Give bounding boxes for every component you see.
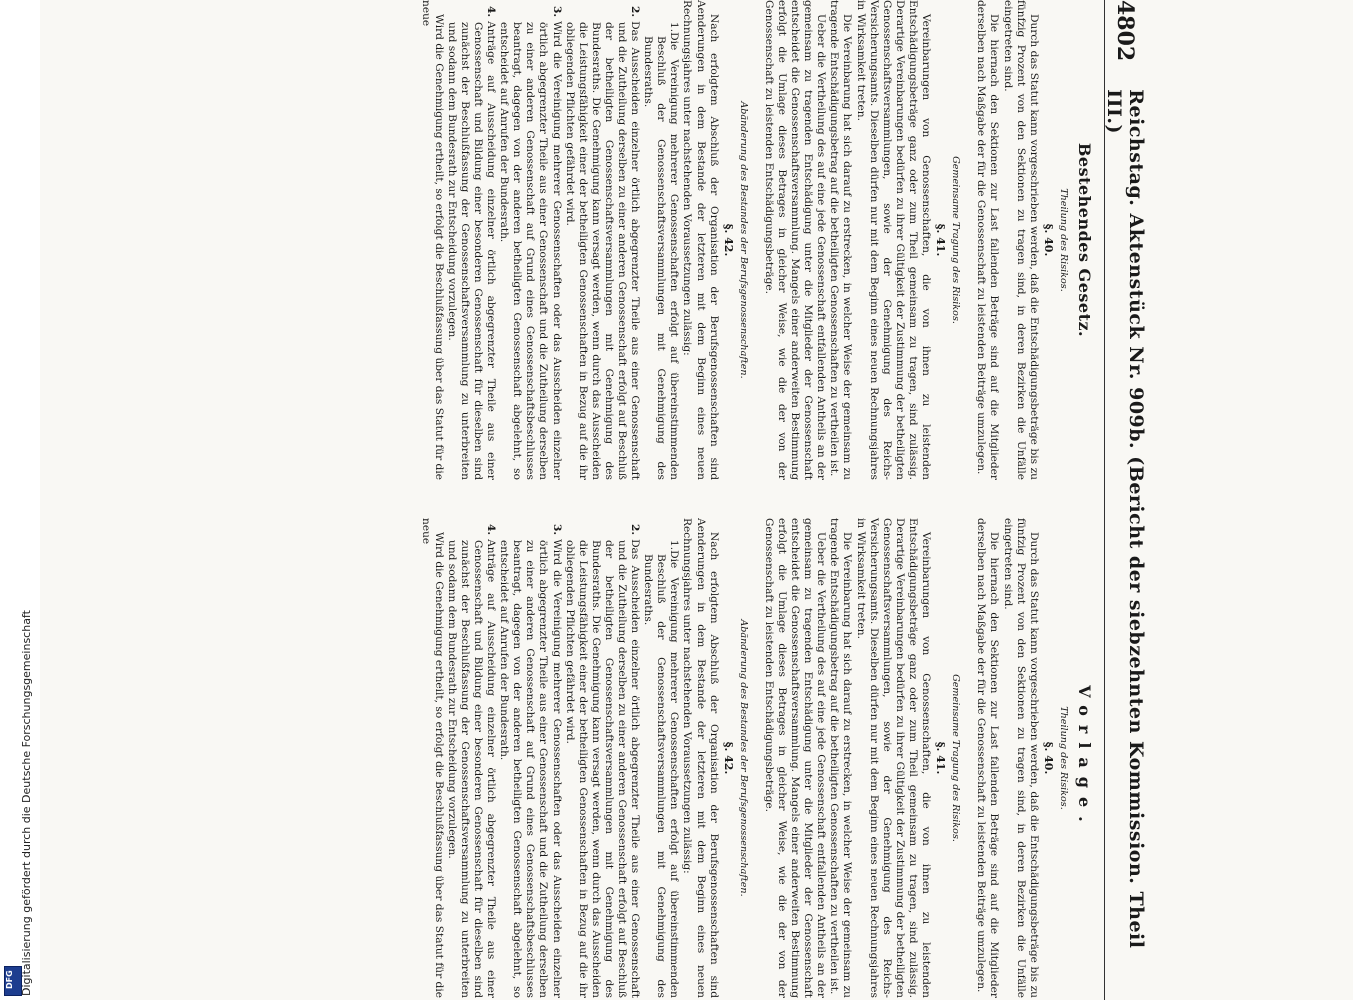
section-41-paragraph-2: Die Vereinbarung hat sich darauf zu erstrecken, in welcher Weise der gemeinsam zu tragende Entschädigungsbetrag auf die betheiligten Genossenschaften zu vertheilen ist. xyxy=(828,0,854,480)
section-40-paragraph-2: Die hiernach den Sektionen zur Last fallenden Beträge sind auf die Mitglieder derselben nach Maßgabe der für die Genossenschaft zu leistenden Beiträge umzulegen. xyxy=(975,0,1001,480)
section-42-number: §. 42. xyxy=(721,741,735,775)
section-42-item-4: 4.Anträge auf Ausscheidung einzelner örtlich abgegrenzter Theile aus einer Genossenschaft und Bildung einer besonderen Genossenschaft für dieselben sind zunächst der Beschlußfassung der Genossenschaftsversammlung zu unterbreiten und sodann dem Bundesrath zur Entscheidung vorzulegen. xyxy=(445,524,498,998)
subheading-risk-division: Theilung des Risikos. xyxy=(1057,188,1069,292)
document-page xyxy=(85,0,1145,1000)
section-41-paragraph-1: Vereinbarungen von Genossenschaften, die von ihnen zu leistenden Entschädigungsbeträge ganz oder zum Theil gemeinsam zu tragen, sind zulässig. Derartige Vereinbarungen bedürfen zu ihrer Gültigkeit der Zustimmung der betheiligten Genossenschaftsversammlungen, sowie der Genehmigung des Reichs-Versicherungsamts. Dieselben dürfen nur mit dem Beginn eines neuen Rechnungsjahres in Wirksamkeit treten. xyxy=(854,518,933,998)
column-existing-law xyxy=(419,0,1092,480)
section-40-paragraph-1: Durch das Statut kann vorgeschrieben werden, daß die Entschädigungsbeträge bis zu fünfzig Prozent von den Sektionen zu tragen sind, in deren Bezirken die Unfälle eingetreten sind. xyxy=(1001,518,1040,998)
digitization-credit: Digitalisierung gefördert durch die Deutsche Forschungsgemeinschaft xyxy=(20,610,33,996)
section-42-item-1: 1.Die Vereinigung mehrerer Genossenschaften erfolgt auf übereinstimmenden Beschluß der Genossenschaftsversammlungen mit Genehmigung des Bundesraths. xyxy=(642,22,681,480)
page-header xyxy=(1104,0,1145,1000)
section-42-item-2: 2.Das Ausscheiden einzelner örtlich abgegrenzter Theile aus einer Genossenschaft und die Zutheilung derselben zu einer anderen Genossenschaft erfolgt auf Beschluß der betheiligten Genossenschaftsversammlungen mit Genehmigung des Bundesraths. Die Genehmigung kann versagt werden, wenn durch das Ausscheiden die Leistungsfähigkeit einer der betheiligten Genossenschaften in Bezug auf die ihr obliegenden Pflichten gefährdet wird. xyxy=(563,524,642,998)
section-42-item-4: 4.Anträge auf Ausscheidung einzelner örtlich abgegrenzter Theile aus einer Genossenschaft und Bildung einer besonderen Genossenschaft für dieselben sind zunächst der Beschlußfassung der Genossenschaftsversammlung zu unterbreiten und sodann dem Bundesrath zur Entscheidung vorzulegen. xyxy=(445,6,498,480)
section-41-paragraph-3: Ueber die Vertheilung des auf eine jede Genossenschaft entfallenden Antheils an der gemeinsam zu tragenden Entschädigung unter die Mitglieder der Genossenschaft entscheidet die Genossenschaftsversammlung. Mangels einer anderweiten Bestimmung erfolgt die Umlage dieses Betrages in gleicher Weise, wie die der von der Genossenschaft zu leistenden Entschädigungsbeträge. xyxy=(762,518,828,998)
section-42-item-2: 2.Das Ausscheiden einzelner örtlich abgegrenzter Theile aus einer Genossenschaft und die Zutheilung derselben zu einer anderen Genossenschaft erfolgt auf Beschluß der betheiligten Genossenschaftsversammlungen mit Genehmigung des Bundesraths. Die Genehmigung kann versagt werden, wenn durch das Ausscheiden die Leistungsfähigkeit einer der betheiligten Genossenschaften in Bezug auf die ihr obliegenden Pflichten gefährdet wird. xyxy=(563,6,642,480)
section-42-item-3: 3.Wird die Vereinigung mehrerer Genossenschaften oder das Ausscheiden einzelner örtlich abgegrenzter Theile aus einer Genossenschaft und die Zutheilung derselben zu einer anderen Genossenschaft auf Grund eines Genossenschaftsbeschlusses beantragt, dagegen von der anderen betheiligten Genossenschaft abgelehnt, so entscheidet auf Anrufen der Bundesrath. xyxy=(498,6,563,480)
section-42-item-1: 1.Die Vereinigung mehrerer Genossenschaften erfolgt auf übereinstimmenden Beschluß der Genossenschaftsversammlungen mit Genehmigung des Bundesraths. xyxy=(642,540,681,998)
section-41-number: §. 41. xyxy=(934,741,948,775)
page-title: Reichstag. Aktenstück Nr. 909b. (Bericht der siebzehnten Kommission. Theil III.) xyxy=(1103,89,1147,949)
section-40-number: §. 40. xyxy=(1041,223,1055,257)
subheading-membership-change: Abänderung des Bestandes der Berufsgenossenschaften. xyxy=(737,101,749,379)
section-40-paragraph-1: Durch das Statut kann vorgeschrieben werden, daß die Entschädigungsbeträge bis zu fünfzig Prozent von den Sektionen zu tragen sind, in deren Bezirken die Unfälle eingetreten sind. xyxy=(1001,0,1040,480)
subheading-membership-change: Abänderung des Bestandes der Berufsgenossenschaften. xyxy=(737,619,749,897)
column-title-existing-law: Bestehendes Gesetz. xyxy=(1075,142,1094,338)
section-42-intro: Nach erfolgtem Abschluß der Organisation der Berufsgenossenschaften sind Aenderungen in dem Bestande der letzteren mit dem Beginn eines neuen Rechnungsjahres unter nachstehenden Voraussetzungen zulässig: xyxy=(681,0,720,480)
section-41-paragraph-3: Ueber die Vertheilung des auf eine jede Genossenschaft entfallenden Antheils an der gemeinsam zu tragenden Entschädigung unter die Mitglieder der Genossenschaft entscheidet die Genossenschaftsversammlung. Mangels einer anderweiten Bestimmung erfolgt die Umlage dieses Betrages in gleicher Weise, wie die der von der Genossenschaft zu leistenden Entschädigungsbeträge. xyxy=(762,0,828,480)
section-42-number: §. 42. xyxy=(721,223,735,257)
section-42-closing: Wird die Genehmigung ertheilt, so erfolgt die Beschlußfassung über das Statut für die neue xyxy=(419,0,445,480)
section-42-intro: Nach erfolgtem Abschluß der Organisation der Berufsgenossenschaften sind Aenderungen in dem Bestande der letzteren mit dem Beginn eines neuen Rechnungsjahres unter nachstehenden Voraussetzungen zulässig: xyxy=(681,518,720,998)
column-title-bill: Vorlage. xyxy=(1075,685,1094,831)
section-41-number: §. 41. xyxy=(934,223,948,257)
scan-area xyxy=(40,0,1353,1000)
column-bill xyxy=(419,518,1092,998)
section-42-closing: Wird die Genehmigung ertheilt, so erfolgt die Beschlußfassung über das Statut für die neue xyxy=(419,518,445,998)
subheading-joint-risk: Gemeinsame Tragung des Risikos. xyxy=(950,674,962,842)
section-41-paragraph-2: Die Vereinbarung hat sich darauf zu erstrecken, in welcher Weise der gemeinsam zu tragende Entschädigungsbetrag auf die betheiligten Genossenschaften zu vertheilen ist. xyxy=(828,518,854,998)
section-41-paragraph-1: Vereinbarungen von Genossenschaften, die von ihnen zu leistenden Entschädigungsbeträge ganz oder zum Theil gemeinsam zu tragen, sind zulässig. Derartige Vereinbarungen bedürfen zu ihrer Gültigkeit der Zustimmung der betheiligten Genossenschaftsversammlungen, sowie der Genehmigung des Reichs-Versicherungsamts. Dieselben dürfen nur mit dem Beginn eines neuen Rechnungsjahres in Wirksamkeit treten. xyxy=(854,0,933,480)
subheading-risk-division: Theilung des Risikos. xyxy=(1057,706,1069,810)
dfg-logo-text: DFG xyxy=(5,970,14,989)
section-40-paragraph-2: Die hiernach den Sektionen zur Last fallenden Beträge sind auf die Mitglieder derselben nach Maßgabe der für die Genossenschaft zu leistenden Beiträge umzulegen. xyxy=(975,518,1001,998)
footer-strip xyxy=(0,0,40,1000)
page-number: 4802 xyxy=(1112,0,1138,62)
section-42-item-3: 3.Wird die Vereinigung mehrerer Genossenschaften oder das Ausscheiden einzelner örtlich abgegrenzter Theile aus einer Genossenschaft und die Zutheilung derselben zu einer anderen Genossenschaft auf Grund eines Genossenschaftsbeschlusses beantragt, dagegen von der anderen betheiligten Genossenschaft abgelehnt, so entscheidet auf Anrufen der Bundesrath. xyxy=(498,524,563,998)
section-40-number: §. 40. xyxy=(1041,741,1055,775)
subheading-joint-risk: Gemeinsame Tragung des Risikos. xyxy=(950,156,962,324)
